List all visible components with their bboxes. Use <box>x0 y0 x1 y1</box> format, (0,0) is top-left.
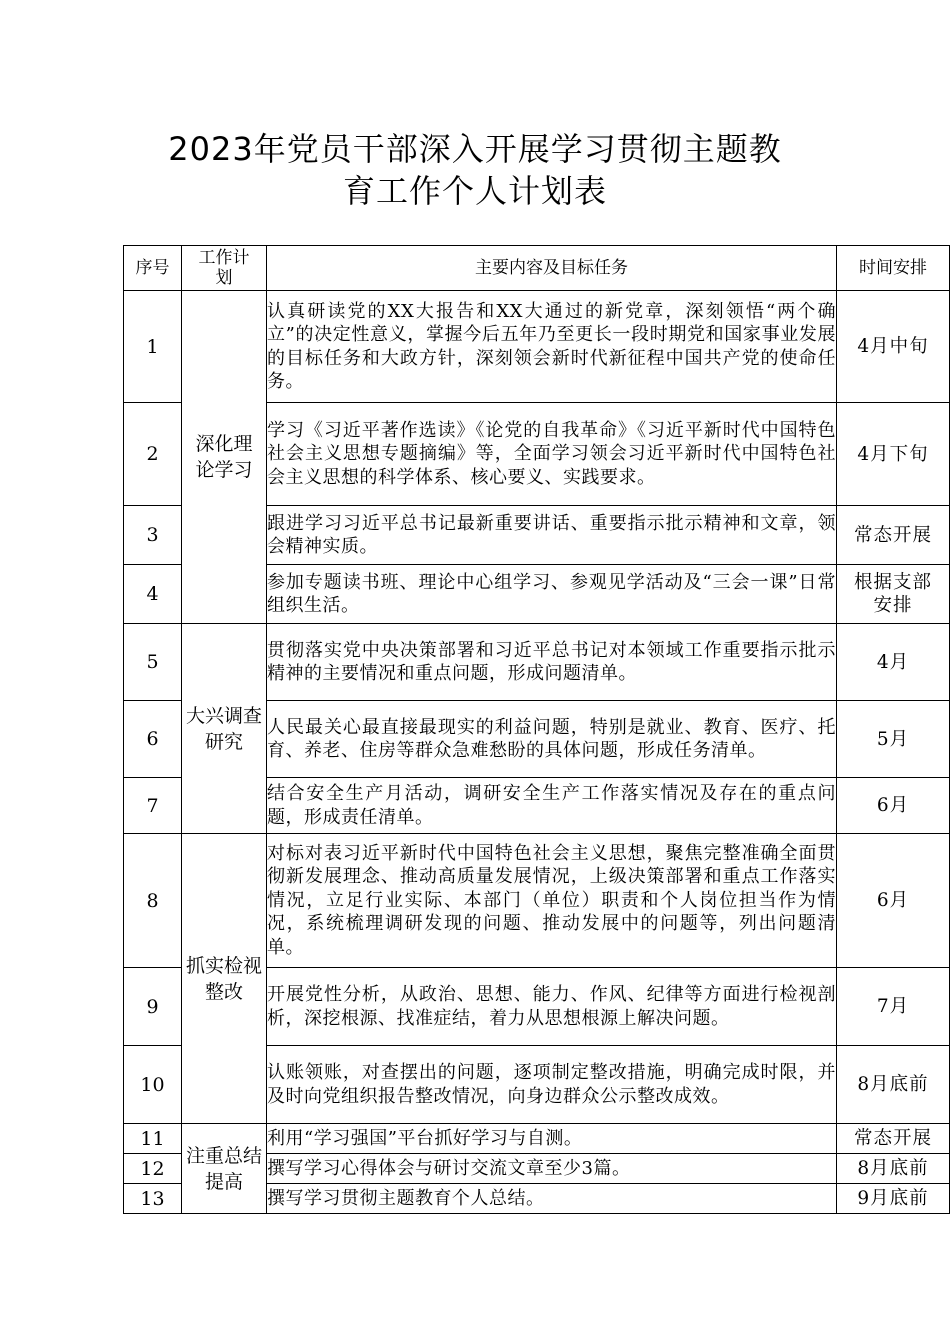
row-seq: 2 <box>124 403 182 506</box>
row-time: 常态开展 <box>837 506 950 565</box>
row-time: 8月底前 <box>837 1154 950 1184</box>
row-content: 结合安全生产月活动，调研安全生产工作落实情况及存在的重点问题，形成责任清单。 <box>267 778 837 834</box>
row-content: 撰写学习贯彻主题教育个人总结。 <box>267 1184 837 1214</box>
row-seq: 12 <box>124 1154 182 1184</box>
row-content: 对标对表习近平新时代中国特色社会主义思想，聚焦完整准确全面贯彻新发展理念、推动高质量发展情况，上级决策部署和重点工作落实情况，立足行业实际、本部门（单位）职责和个人岗位担当作为情况，系统梳理调研发现的问题、推动发展中的问题等，列出问题清单。 <box>267 834 837 968</box>
row-content: 认账领账，对查摆出的问题，逐项制定整改措施，明确完成时限，并及时向党组织报告整改情况，向身边群众公示整改成效。 <box>267 1046 837 1124</box>
row-seq: 7 <box>124 778 182 834</box>
header-content: 主要内容及目标任务 <box>267 246 837 291</box>
row-content: 跟进学习习近平总书记最新重要讲话、重要指示批示精神和文章，领会精神实质。 <box>267 506 837 565</box>
row-time: 7月 <box>837 968 950 1046</box>
row-time: 4月下旬 <box>837 403 950 506</box>
header-time: 时间安排 <box>837 246 950 291</box>
row-content: 利用“学习强国”平台抓好学习与自测。 <box>267 1124 837 1154</box>
row-time: 4月中旬 <box>837 291 950 403</box>
title-line-1: 2023年党员干部深入开展学习贯彻主题教 <box>168 130 782 168</box>
group-cell: 抓实检视整改 <box>182 834 267 1124</box>
row-time: 5月 <box>837 701 950 778</box>
row-seq: 3 <box>124 506 182 565</box>
title-line-2: 育工作个人计划表 <box>342 172 607 210</box>
group-cell: 深化理论学习 <box>182 291 267 624</box>
row-content: 学习《习近平著作选读》《论党的自我革命》《习近平新时代中国特色社会主义思想专题摘编》等，全面学习领会习近平新时代中国特色社会主义思想的科学体系、核心要义、实践要求。 <box>267 403 837 506</box>
row-time: 8月底前 <box>837 1046 950 1124</box>
group-cell: 注重总结提高 <box>182 1124 267 1214</box>
row-seq: 13 <box>124 1184 182 1214</box>
row-time: 4月 <box>837 624 950 701</box>
row-time: 常态开展 <box>837 1124 950 1154</box>
table-row <box>124 834 950 968</box>
table-row <box>124 291 950 403</box>
row-content: 参加专题读书班、理论中心组学习、参观见学活动及“三会一课”日常组织生活。 <box>267 565 837 624</box>
group-cell: 大兴调查研究 <box>182 624 267 834</box>
row-seq: 8 <box>124 834 182 968</box>
row-content: 开展党性分析，从政治、思想、能力、作风、纪律等方面进行检视剖析，深挖根源、找准症结，着力从思想根源上解决问题。 <box>267 968 837 1046</box>
row-time: 根据支部安排 <box>837 565 950 624</box>
header-seq: 序号 <box>124 246 182 291</box>
header-row <box>124 246 950 291</box>
row-content: 人民最关心最直接最现实的利益问题，特别是就业、教育、医疗、托育、养老、住房等群众急难愁盼的具体问题，形成任务清单。 <box>267 701 837 778</box>
row-content: 撰写学习心得体会与研讨交流文章至少3篇。 <box>267 1154 837 1184</box>
row-content: 认真研读党的XX大报告和XX大通过的新党章，深刻领悟“两个确立”的决定性意义，掌握今后五年乃至更长一段时期党和国家事业发展的目标任务和大政方针，深刻领会新时代新征程中国共产党的使命任务。 <box>267 291 837 403</box>
row-seq: 6 <box>124 701 182 778</box>
document-title <box>0 128 950 212</box>
row-time: 9月底前 <box>837 1184 950 1214</box>
row-content: 贯彻落实党中央决策部署和习近平总书记对本领域工作重要指示批示精神的主要情况和重点问题，形成问题清单。 <box>267 624 837 701</box>
row-seq: 9 <box>124 968 182 1046</box>
plan-table <box>123 245 950 1214</box>
row-seq: 4 <box>124 565 182 624</box>
row-time: 6月 <box>837 834 950 968</box>
row-seq: 1 <box>124 291 182 403</box>
table-row <box>124 624 950 701</box>
row-time: 6月 <box>837 778 950 834</box>
row-seq: 10 <box>124 1046 182 1124</box>
row-seq: 11 <box>124 1124 182 1154</box>
table-row <box>124 1124 950 1154</box>
row-seq: 5 <box>124 624 182 701</box>
header-plan: 工作计划 <box>182 246 267 291</box>
